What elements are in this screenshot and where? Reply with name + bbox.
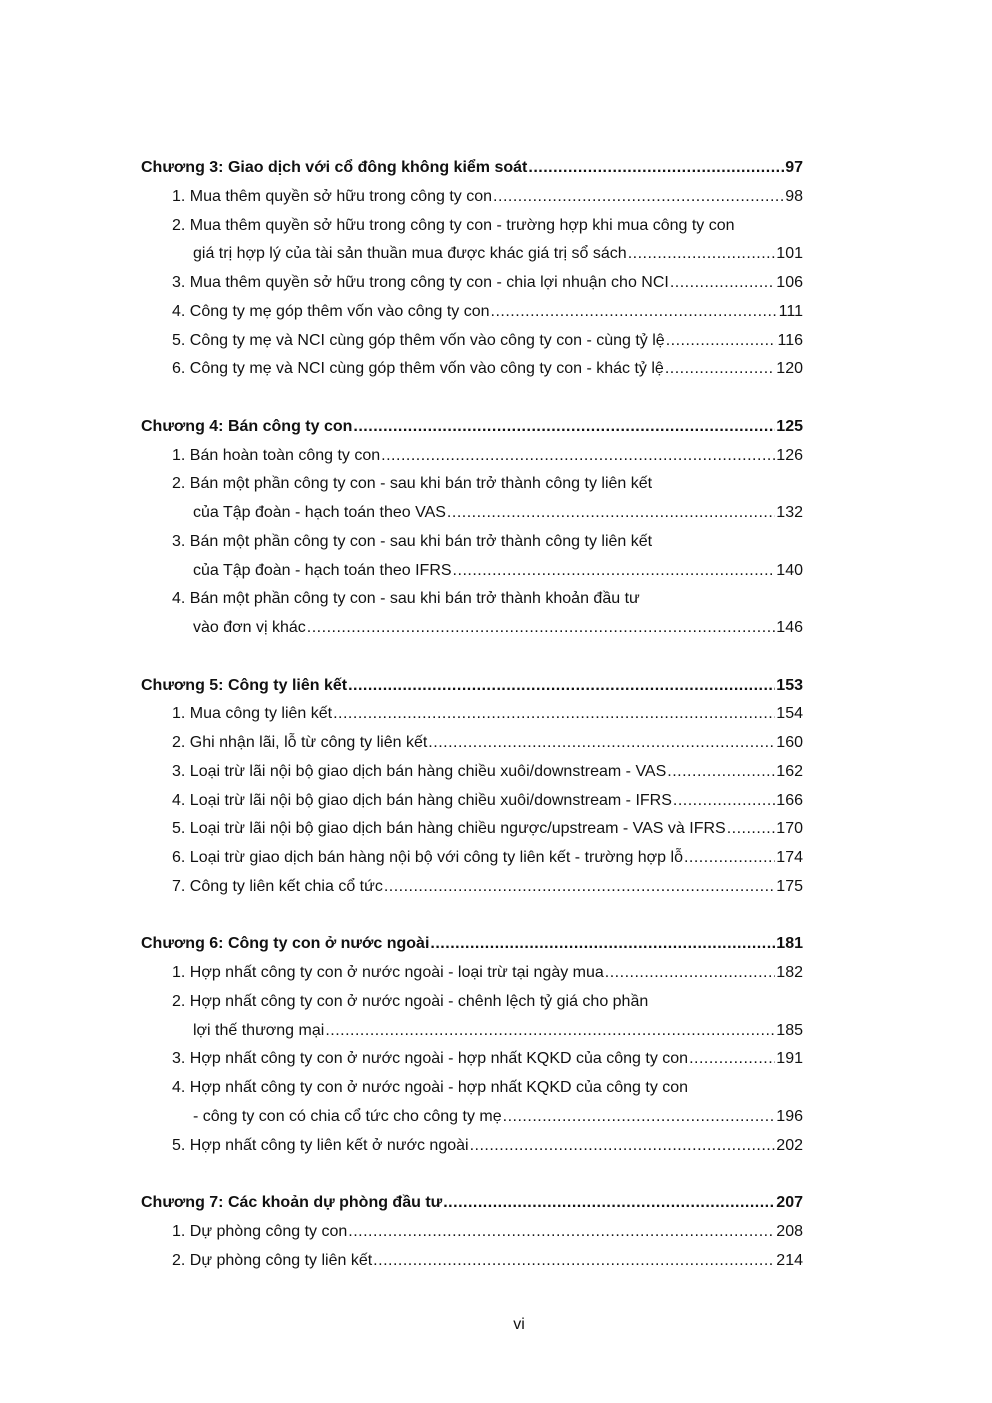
entry-page-number: 120: [776, 360, 803, 378]
toc-chapter: [141, 930, 803, 1160]
toc-entry[interactable]: [141, 212, 803, 270]
entry-title: 1. Bán hoàn toàn công ty con: [172, 446, 381, 464]
dot-leader: [443, 1189, 775, 1218]
dot-leader: [447, 499, 775, 528]
entry-line: [141, 1218, 803, 1247]
toc-entry[interactable]: [141, 528, 803, 586]
entry-title: 4. Bán một phần công ty con - sau khi bán trở thành khoản đầu tư: [172, 590, 640, 608]
entry-page-number: 106: [776, 274, 803, 291]
entry-line: [141, 959, 803, 988]
dot-leader: [325, 1017, 775, 1046]
entry-page-number: 101: [776, 245, 803, 263]
spacer: [141, 902, 803, 931]
entry-title: 1. Mua công ty liên kết: [172, 705, 333, 723]
dot-leader: [428, 729, 775, 758]
toc-entry[interactable]: [141, 470, 803, 528]
spacer: [141, 643, 803, 672]
dot-leader: [684, 844, 775, 873]
entry-page-number: 182: [776, 964, 803, 981]
toc-entry[interactable]: [141, 269, 803, 298]
entry-line: [141, 557, 803, 586]
toc-entry[interactable]: [141, 787, 803, 816]
entry-line: [141, 614, 803, 643]
entry-line: [141, 298, 803, 327]
entry-line: [141, 269, 803, 298]
entry-line: [141, 844, 803, 873]
toc-entry[interactable]: [141, 1132, 803, 1161]
page-number: vi: [513, 1316, 525, 1333]
dot-leader: [491, 298, 778, 327]
dot-leader: [348, 1218, 775, 1247]
entry-title: 2. Ghi nhận lãi, lỗ từ công ty liên kết: [172, 734, 428, 751]
entry-title: 6. Loại trừ giao dịch bán hàng nội bộ với công ty liên kết - trường hợp lỗ: [172, 849, 683, 866]
entry-line: [141, 183, 803, 212]
entry-title: giá trị hợp lý của tài sản thuần mua được khác giá trị sổ sách: [193, 245, 627, 263]
entry-line: [141, 1103, 803, 1132]
entry-title: 1. Dự phòng công ty con: [172, 1222, 348, 1240]
entry-page-number: 160: [776, 734, 803, 751]
toc-entry[interactable]: [141, 355, 803, 384]
dot-leader: [353, 413, 775, 442]
entry-title: 3. Bán một phần công ty con - sau khi bán trở thành công ty liên kết: [172, 532, 653, 550]
entry-title: 6. Công ty mẹ và NCI cùng góp thêm vốn vào công ty con - khác tỷ lệ: [172, 360, 664, 378]
entry-line: [141, 355, 803, 384]
entry-page-number: 116: [777, 331, 803, 349]
entry-page-number: 208: [776, 1222, 803, 1240]
dot-leader: [348, 672, 775, 701]
entry-title: lợi thế thương mại: [193, 1021, 325, 1039]
entry-page-number: 98: [785, 187, 803, 205]
entry-line: [141, 1074, 803, 1103]
dot-leader: [384, 873, 775, 902]
dot-leader: [605, 959, 776, 988]
entry-page-number: 154: [776, 705, 803, 723]
chapter-heading[interactable]: [141, 413, 803, 442]
entry-page-number: 146: [776, 619, 803, 636]
dot-leader: [628, 240, 776, 269]
toc-entry[interactable]: [141, 815, 803, 844]
entry-page-number: 111: [778, 302, 803, 320]
entry-page-number: 214: [776, 1251, 803, 1269]
spacer: [141, 384, 803, 413]
chapter-title: Chương 7: Các khoản dự phòng đầu tư: [141, 1194, 443, 1211]
entry-line: [141, 470, 803, 499]
dot-leader: [528, 154, 784, 183]
entry-page-number: 140: [776, 561, 803, 579]
entry-line: [141, 988, 803, 1017]
entry-title: của Tập đoàn - hạch toán theo VAS: [193, 504, 446, 521]
dot-leader: [689, 1045, 775, 1074]
chapter-page-number: 207: [776, 1194, 803, 1211]
entry-line: [141, 585, 803, 614]
toc-chapter: [141, 672, 803, 902]
dot-leader: [503, 1103, 776, 1132]
table-of-contents: [141, 154, 803, 1275]
entry-line: [141, 212, 803, 241]
entry-page-number: 175: [776, 877, 803, 895]
toc-chapter: [141, 1189, 803, 1275]
toc-entry[interactable]: [141, 959, 803, 988]
toc-entry[interactable]: [141, 585, 803, 643]
entry-page-number: 162: [776, 762, 803, 780]
chapter-title: Chương 5: Công ty liên kết: [141, 676, 348, 694]
entry-line: [141, 528, 803, 557]
dot-leader: [667, 758, 775, 787]
entry-title: 4. Hợp nhất công ty con ở nước ngoài - hợp nhất KQKD của công ty con: [172, 1079, 689, 1096]
dot-leader: [493, 183, 784, 212]
entry-line: [141, 499, 803, 528]
entry-title: 4. Loại trừ lãi nội bộ giao dịch bán hàng chiều xuôi/downstream - IFRS: [172, 791, 672, 809]
entry-line: [141, 729, 803, 758]
entry-line: [141, 327, 803, 356]
entry-title: 3. Loại trừ lãi nội bộ giao dịch bán hàng chiều xuôi/downstream - VAS: [172, 762, 667, 780]
entry-title: 1. Hợp nhất công ty con ở nước ngoài - loại trừ tại ngày mua: [172, 964, 604, 981]
entry-title: 2. Hợp nhất công ty con ở nước ngoài - chênh lệch tỷ giá cho phần: [172, 992, 649, 1010]
toc-entry[interactable]: [141, 327, 803, 356]
entry-line: [141, 1132, 803, 1161]
chapter-heading[interactable]: [141, 672, 803, 701]
dot-leader: [453, 557, 776, 586]
chapter-title: Chương 4: Bán công ty con: [141, 417, 353, 435]
toc-entry[interactable]: [141, 1074, 803, 1132]
dot-leader: [307, 614, 776, 643]
entry-line: [141, 758, 803, 787]
toc-entry[interactable]: [141, 700, 803, 729]
entry-title: 4. Công ty mẹ góp thêm vốn vào công ty con: [172, 302, 490, 320]
chapter-page-number: 97: [785, 159, 803, 176]
chapter-heading[interactable]: [141, 930, 803, 959]
entry-page-number: 174: [776, 849, 803, 866]
chapter-title: Chương 6: Công ty con ở nước ngoài: [141, 935, 430, 953]
chapter-heading[interactable]: [141, 154, 803, 183]
dot-leader: [670, 269, 775, 298]
entry-page-number: 196: [776, 1107, 803, 1125]
toc-entry[interactable]: [141, 729, 803, 758]
toc-chapter: [141, 413, 803, 643]
entry-page-number: 132: [776, 504, 803, 521]
toc-entry[interactable]: [141, 844, 803, 873]
entry-line: [141, 873, 803, 902]
chapter-page-number: 125: [776, 417, 803, 435]
dot-leader: [665, 355, 775, 384]
entry-title: - công ty con có chia cổ tức cho công ty mẹ: [193, 1107, 502, 1125]
toc-entry[interactable]: [141, 873, 803, 902]
entry-title: 7. Công ty liên kết chia cổ tức: [172, 877, 383, 895]
entry-page-number: 191: [776, 1050, 803, 1068]
toc-entry[interactable]: [141, 1247, 803, 1276]
dot-leader: [666, 327, 777, 356]
dot-leader: [333, 700, 775, 729]
toc-entry[interactable]: [141, 298, 803, 327]
entry-title: vào đơn vị khác: [193, 619, 306, 636]
entry-line: [141, 1045, 803, 1074]
entry-title: 5. Công ty mẹ và NCI cùng góp thêm vốn vào công ty con - cùng tỷ lệ: [172, 331, 665, 349]
chapter-title: Chương 3: Giao dịch với cổ đông không kiểm soát: [141, 159, 528, 176]
entry-title: 3. Hợp nhất công ty con ở nước ngoài - hợp nhất KQKD của công ty con: [172, 1050, 689, 1068]
dot-leader: [381, 442, 775, 471]
toc-entry[interactable]: [141, 183, 803, 212]
toc-entry[interactable]: [141, 758, 803, 787]
entry-page-number: 166: [776, 791, 803, 809]
chapter-page-number: 181: [776, 935, 803, 953]
toc-entry[interactable]: [141, 1218, 803, 1247]
entry-line: [141, 240, 803, 269]
entry-line: [141, 787, 803, 816]
entry-line: [141, 700, 803, 729]
entry-page-number: 126: [776, 446, 803, 464]
chapter-page-number: 153: [776, 676, 803, 694]
entry-title: 2. Dự phòng công ty liên kết: [172, 1251, 373, 1269]
entry-title: 5. Hợp nhất công ty liên kết ở nước ngoài: [172, 1136, 469, 1154]
entry-title: 3. Mua thêm quyền sở hữu trong công ty con - chia lợi nhuận cho NCI: [172, 274, 669, 291]
toc-entry[interactable]: [141, 442, 803, 471]
chapter-heading[interactable]: [141, 1189, 803, 1218]
entry-title: 2. Bán một phần công ty con - sau khi bán trở thành công ty liên kết: [172, 475, 653, 493]
entry-page-number: 202: [776, 1136, 803, 1154]
dot-leader: [470, 1132, 776, 1161]
entry-line: [141, 442, 803, 471]
entry-line: [141, 1247, 803, 1276]
toc-chapter: [141, 154, 803, 384]
entry-title: 2. Mua thêm quyền sở hữu trong công ty con - trường hợp khi mua công ty con: [172, 216, 735, 234]
entry-page-number: 170: [776, 820, 803, 838]
dot-leader: [673, 787, 775, 816]
toc-entry[interactable]: [141, 988, 803, 1046]
dot-leader: [430, 930, 775, 959]
entry-line: [141, 1017, 803, 1046]
entry-page-number: 185: [776, 1021, 803, 1039]
entry-title: 5. Loại trừ lãi nội bộ giao dịch bán hàng chiều ngược/upstream - VAS và IFRS: [172, 820, 726, 838]
entry-title: 1. Mua thêm quyền sở hữu trong công ty con: [172, 187, 493, 205]
entry-line: [141, 815, 803, 844]
dot-leader: [727, 815, 776, 844]
toc-entry[interactable]: [141, 1045, 803, 1074]
dot-leader: [373, 1247, 775, 1276]
spacer: [141, 1160, 803, 1189]
entry-title: của Tập đoàn - hạch toán theo IFRS: [193, 561, 452, 579]
